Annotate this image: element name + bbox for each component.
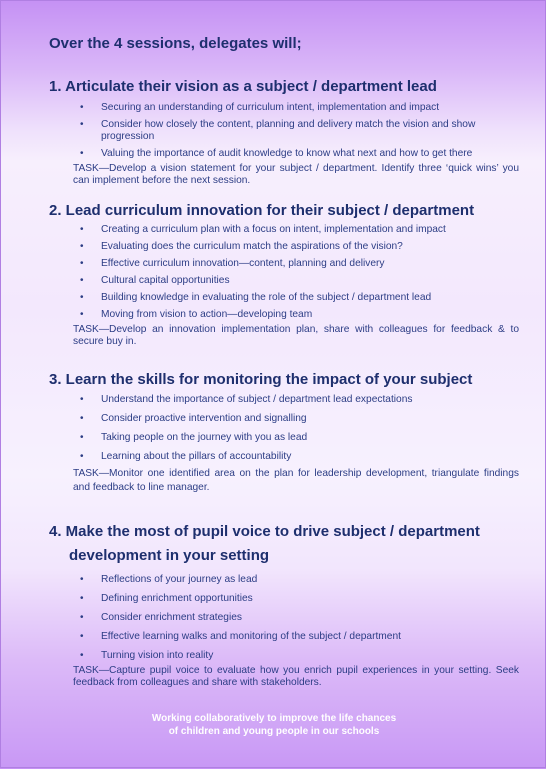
- footer-line-1: Working collaboratively to improve the life chances: [151, 713, 397, 724]
- section-1-task: TASK—Develop a vision statement for your subject / department. Identify three ‘quick wins’ you can implement before the next session.: [73, 163, 519, 186]
- list-item: • Turning vision into reality: [49, 650, 519, 662]
- section-3-list: [49, 394, 519, 463]
- section-2-task: TASK—Develop an innovation implementation plan, share with colleagues for feedback & to secure buy in.: [73, 324, 519, 347]
- section-1-title: 1. Articulate their vision as a subject / department lead: [49, 78, 437, 95]
- list-item: • Defining enrichment opportunities: [49, 593, 519, 605]
- list-item: • Learning about the pillars of accountability: [49, 451, 519, 463]
- section-4: [49, 520, 519, 689]
- section-4-task: TASK—Capture pupil voice to evaluate how you enrich pupil experiences in your setting. Seek feedback from colleagues and share with stakeholders.: [73, 665, 519, 688]
- intro-heading: Over the 4 sessions, delegates will;: [49, 35, 302, 52]
- section-4-title: 4. Make the most of pupil voice to drive subject / department development in your setting: [49, 523, 480, 564]
- list-item: • Understand the importance of subject / department lead expectations: [49, 394, 519, 406]
- document-page: [1, 1, 546, 769]
- list-item: • Consider enrichment strategies: [49, 612, 519, 624]
- list-item: • Taking people on the journey with you as lead: [49, 432, 519, 444]
- section-3: [49, 369, 519, 495]
- list-item: • Evaluating does the curriculum match the aspirations of the vision?: [49, 241, 519, 253]
- section-2: [49, 200, 519, 348]
- list-item: • Effective learning walks and monitoring of the subject / department: [49, 631, 519, 643]
- section-1: [49, 76, 519, 187]
- section-2-list: [49, 224, 519, 321]
- list-item: • Moving from vision to action—developing team: [49, 309, 519, 321]
- list-item: • Cultural capital opportunities: [49, 275, 519, 287]
- section-2-title: 2. Lead curriculum innovation for their subject / department: [49, 202, 475, 219]
- list-item: • Valuing the importance of audit knowledge to know what next and how to get there: [49, 148, 519, 160]
- footer-tagline: [1, 712, 546, 738]
- section-1-list: [49, 102, 519, 160]
- list-item: • Consider proactive intervention and signalling: [49, 413, 519, 425]
- list-item: • Building knowledge in evaluating the role of the subject / department lead: [49, 292, 519, 304]
- section-4-list: [49, 574, 519, 662]
- footer-line-2: of children and young people in our schools: [168, 726, 380, 737]
- list-item: • Securing an understanding of curriculum intent, implementation and impact: [49, 102, 519, 114]
- section-3-title: 3. Learn the skills for monitoring the impact of your subject: [49, 371, 473, 388]
- list-item: • Reflections of your journey as lead: [49, 574, 519, 586]
- list-item: • Effective curriculum innovation—content, planning and delivery: [49, 258, 519, 270]
- list-item: • Consider how closely the content, planning and delivery match the vision and show progression: [49, 119, 519, 143]
- section-3-task: TASK—Monitor one identified area on the plan for leadership development, triangulate findings and feedback to line manager.: [73, 468, 519, 493]
- list-item: • Creating a curriculum plan with a focus on intent, implementation and impact: [49, 224, 519, 236]
